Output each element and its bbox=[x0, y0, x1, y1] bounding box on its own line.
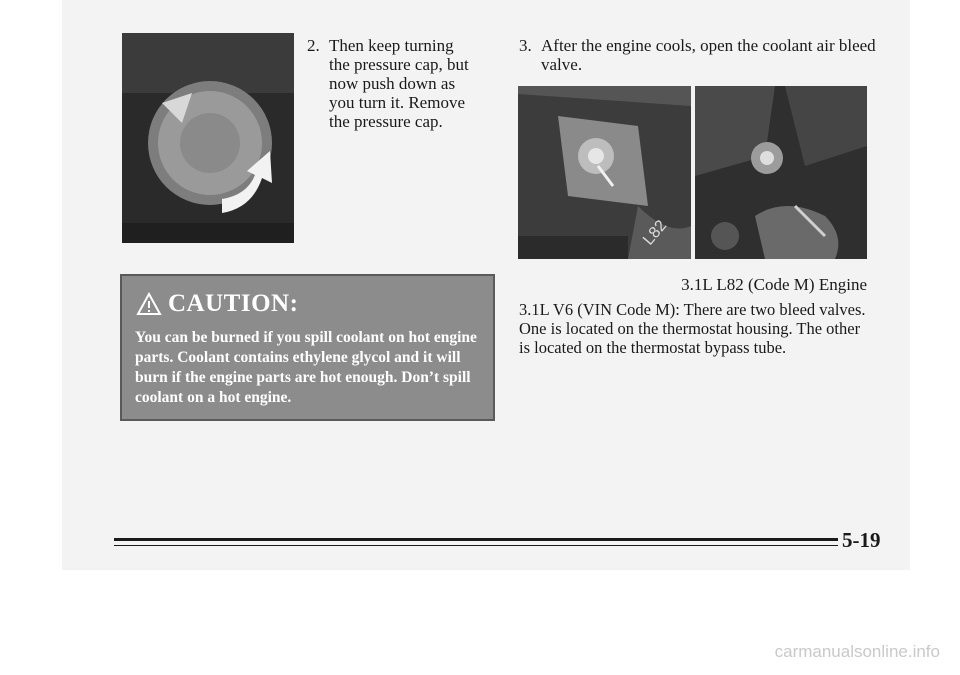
step-2-text: Then keep turning the pressure cap, but now push down as you turn it. Remove the pressure cap. bbox=[329, 36, 469, 131]
caution-heading: CAUTION: bbox=[168, 290, 299, 317]
caution-box bbox=[120, 274, 495, 421]
thermostat-housing-valve-photo bbox=[518, 86, 691, 259]
step-3-text: After the engine cools, open the coolant air bleed valve. bbox=[541, 36, 876, 74]
footer-rule-thick bbox=[114, 538, 838, 541]
warning-triangle-icon bbox=[136, 292, 162, 316]
l82-marking: L82 bbox=[640, 217, 671, 249]
caution-heading-row bbox=[136, 288, 298, 320]
photo-caption: 3.1L L82 (Code M) Engine bbox=[681, 275, 867, 294]
step-2-number: 2. bbox=[307, 36, 320, 55]
pressure-cap-photo bbox=[122, 33, 294, 243]
bypass-tube-valve-photo bbox=[695, 86, 867, 259]
bleed-valve-paragraph: 3.1L V6 (VIN Code M): There are two bleed valves. One is located on the thermostat housing. The other is located on the thermostat bypass tube. bbox=[519, 300, 866, 357]
page-number: 5-19 bbox=[842, 528, 881, 552]
watermark[interactable]: carmanualsonline.info bbox=[774, 642, 940, 661]
caution-text: You can be burned if you spill coolant on hot engine parts. Coolant contains ethylene glycol and it will burn if the engine parts are hot enough. Don’t spill coolant on a hot engine. bbox=[135, 329, 477, 406]
step-3-number: 3. bbox=[519, 36, 532, 55]
footer-rule-thin bbox=[114, 545, 838, 546]
